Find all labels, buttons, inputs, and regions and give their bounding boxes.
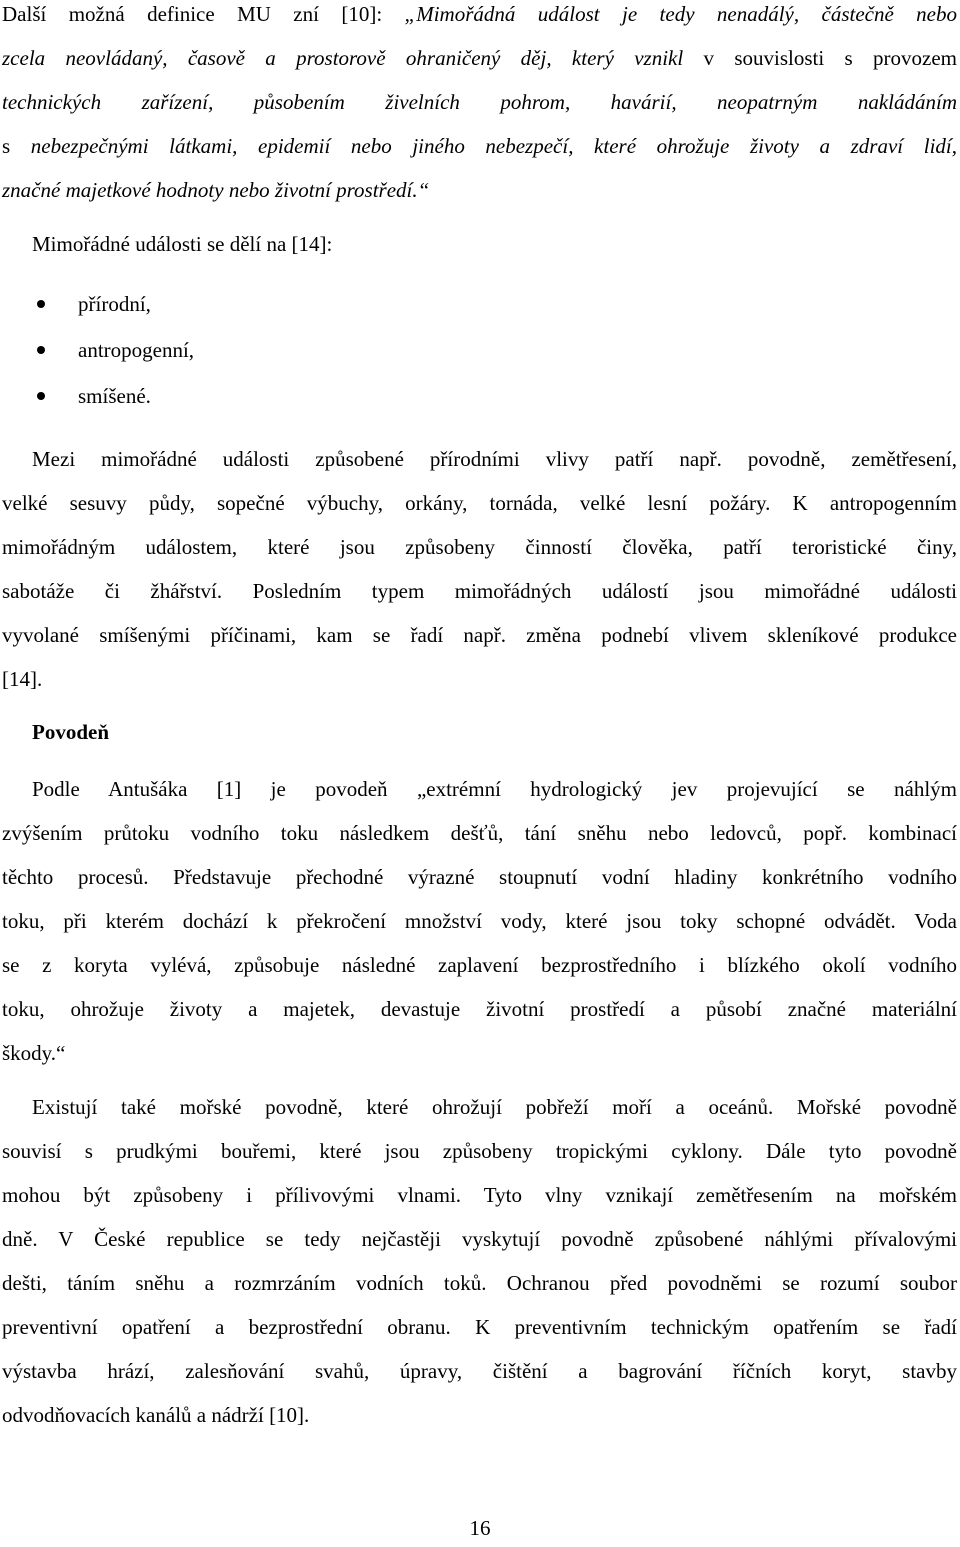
page-number: 16 — [469, 1516, 491, 1540]
text-line: dešti, táním sněhu a rozmrzáním vodních toků. Ochranou před povodněmi se rozumí soubor — [2, 1271, 957, 1295]
text-line: velké sesuvy půdy, sopečné výbuchy, orkány, tornáda, velké lesní požáry. K antropogenním — [2, 491, 957, 515]
text-line: [14]. — [2, 667, 43, 691]
list-item-label: antropogenní, — [78, 338, 195, 362]
text-line: škody.“ — [2, 1041, 66, 1065]
text-line: těchto procesů. Představuje přechodné výrazné stoupnutí vodní hladiny konkrétního vodního — [2, 865, 957, 889]
text-line — [2, 168, 957, 212]
text-line: odvodňovacích kanálů a nádrží [10]. — [2, 1403, 310, 1427]
sea-floods-paragraph — [2, 1085, 957, 1437]
text-line: dně. V České republice se tedy nejčastěji vyskytují povodně způsobené náhlými přívalovými — [2, 1227, 957, 1251]
italic-quote: značné majetkové hodnoty nebo životní prostředí.“ — [2, 178, 430, 202]
list-intro-paragraph — [2, 222, 957, 266]
definition-paragraph — [2, 0, 957, 212]
text-line: vyvolané smíšenými příčinami, kam se řadí např. změna podnebí vlivem skleníkové produkce — [2, 623, 957, 647]
list-item-label: přírodní, — [78, 292, 151, 316]
text-line: mohou být způsobeny i přílivovými vlnami. Tyto vlny vznikají zemětřesením na mořském — [2, 1183, 957, 1207]
text-span: v souvislosti s provozem — [703, 46, 957, 70]
text-line: Existují také mořské povodně, které ohrožují pobřeží moří a oceánů. Mořské povodně — [32, 1095, 957, 1119]
events-paragraph — [2, 437, 957, 701]
italic-quote: zcela neovládaný, časově a prostorově ohraničený děj, který vznikl — [2, 46, 704, 70]
text-line: toku, ohrožuje životy a majetek, devastuje životní prostředí a působí značné materiální — [2, 997, 957, 1021]
text-line: výstavba hrází, zalesňování svahů, úpravy, čištění a bagrování říčních koryt, stavby — [2, 1359, 957, 1383]
list-item-label: smíšené. — [78, 384, 151, 408]
text-line: Mezi mimořádné události způsobené přírodními vlivy patří např. povodně, zemětřesení, — [32, 447, 957, 471]
text-line: se z koryta vylévá, způsobuje následné zaplavení bezprostředního i blízkého okolí vodního — [2, 953, 957, 977]
bullet-list — [0, 281, 600, 419]
text-line — [2, 124, 957, 168]
list-item — [0, 281, 600, 327]
section-heading: Povodeň — [32, 720, 110, 744]
italic-quote: nebezpečnými látkami, epidemií nebo jiného nebezpečí, které ohrožuje životy a zdraví lidí, — [30, 134, 957, 158]
text-line: mimořádným událostem, které jsou způsobeny činností člověka, patří teroristické činy, — [2, 535, 957, 559]
flood-definition-paragraph — [2, 767, 957, 1075]
list-item — [0, 327, 600, 373]
text-line — [2, 0, 957, 36]
list-item — [0, 373, 600, 419]
text-line — [2, 36, 957, 80]
bullet-icon — [37, 346, 45, 354]
text-line: souvisí s prudkými bouřemi, které jsou způsobeny tropickými cyklony. Dále tyto povodně — [2, 1139, 957, 1163]
bullet-icon — [37, 300, 45, 308]
text-line: preventivní opatření a bezprostřední obranu. K preventivním technickým opatřením se řadí — [2, 1315, 957, 1339]
text-line: toku, při kterém dochází k překročení množství vody, které jsou toky schopné odvádět. Voda — [2, 909, 957, 933]
text-span: Další možná definice MU zní [10]: — [2, 2, 405, 26]
text-line: sabotáže či žhářství. Posledním typem mimořádných událostí jsou mimořádné události — [2, 579, 957, 603]
text-line: Mimořádné události se dělí na [14]: — [32, 232, 333, 256]
text-line — [2, 80, 957, 124]
text-line: Podle Antušáka [1] je povodeň „extrémní hydrologický jev projevující se náhlým — [32, 777, 957, 801]
text-line: zvýšením průtoku vodního toku následkem dešťů, tání sněhu nebo ledovců, popř. kombinací — [2, 821, 957, 845]
text-span: s — [2, 134, 31, 158]
italic-quote: „Mimořádná událost je tedy nenadálý, částečně nebo — [404, 2, 957, 26]
italic-quote: technických zařízení, působením živelních pohrom, havárií, neopatrným nakládáním — [2, 90, 957, 114]
bullet-icon — [37, 392, 45, 400]
